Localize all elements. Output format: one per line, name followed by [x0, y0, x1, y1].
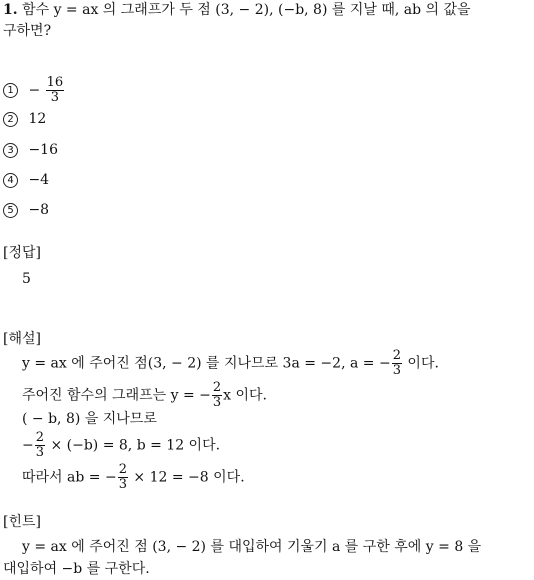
- explanation-fraction-2: $\frac{2}{3}$: [212, 380, 222, 410]
- choice-4[interactable]: [3, 172, 49, 189]
- explanation-heading: [해설]: [3, 331, 41, 347]
- explanation-line-5: 따라서 ab = − $\frac{2}{3}$ × 12 = −8 이다.: [22, 462, 245, 492]
- choice-3[interactable]: [3, 142, 58, 159]
- question-line-2: 구하면?: [3, 23, 52, 39]
- choice-1-fraction: $\frac{16}{3}$: [46, 75, 64, 105]
- choice-5-marker: 5: [3, 203, 18, 218]
- hint-line-1: y = ax 에 주어진 점 (3, − 2) 를 대입하여 기울기 a 를 구한 후에 y = 8 을: [22, 539, 482, 555]
- choice-4-value: −4: [28, 172, 50, 188]
- choice-5-value: −8: [28, 202, 50, 218]
- answer-heading: [정답]: [3, 245, 41, 261]
- explanation-line-4: − $\frac{2}{3}$ × (−b) = 8, b = 12 이다.: [22, 430, 221, 460]
- hint-line-2: 대입하여 −b 를 구한다.: [3, 561, 150, 577]
- explanation-line-2: 주어진 함수의 그래프는 y = − $\frac{2}{3}$ x 이다.: [22, 380, 268, 410]
- question-line-1: [3, 2, 471, 19]
- choice-5[interactable]: [3, 202, 49, 219]
- question-number: 1.: [3, 2, 18, 18]
- explanation-line-3: ( − b, 8) 을 지나므로: [22, 411, 157, 427]
- explanation-line-1: y = ax 에 주어진 점(3, − 2) 를 지나므로 3a = −2, a = − $\frac{2}{3}$ 이다.: [22, 348, 439, 378]
- answer-value: 5: [22, 271, 31, 287]
- choice-1-marker: 1: [3, 83, 18, 98]
- choice-2-marker: 2: [3, 112, 18, 127]
- choice-3-marker: 3: [3, 143, 18, 158]
- explanation-fraction-4: $\frac{2}{3}$: [35, 430, 45, 460]
- question-text: 함수 y = ax 의 그래프가 두 점 (3, − 2), (−b, 8) 를 지날 때, ab 의 값을: [22, 2, 471, 18]
- choice-2[interactable]: [3, 111, 46, 128]
- hint-heading: [힌트]: [3, 514, 41, 530]
- choice-4-marker: 4: [3, 173, 18, 188]
- choice-1[interactable]: 1 − $\frac{16}{3}$: [3, 76, 65, 105]
- explanation-fraction-1: $\frac{2}{3}$: [392, 348, 401, 378]
- explanation-fraction-5: $\frac{2}{3}$: [118, 462, 127, 492]
- choice-2-value: 12: [28, 111, 47, 127]
- choice-3-value: −16: [28, 142, 58, 158]
